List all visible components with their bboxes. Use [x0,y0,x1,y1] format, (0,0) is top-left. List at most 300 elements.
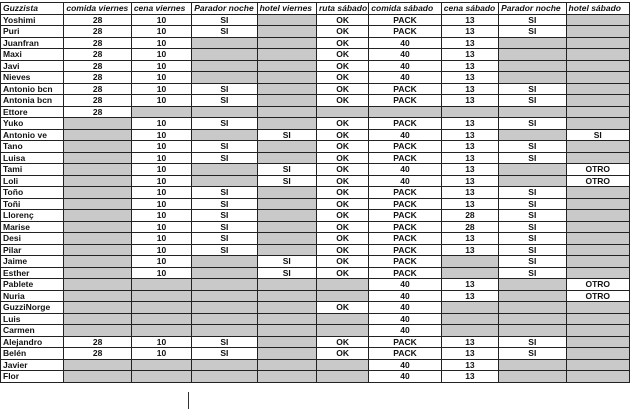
cell-ruta-sabado: OK [316,141,368,153]
cell-comida-viernes [64,359,131,371]
cell-ruta-sabado: OK [316,95,368,107]
cell-cena-sabado: 13 [441,336,498,348]
cell-cena-sabado: 13 [441,60,498,72]
table-row [1,152,630,164]
cell-hotel-sabado: OTRO [566,279,629,291]
cell-hotel-viernes: SI [257,175,316,187]
cell-comida-viernes: 28 [64,348,131,360]
cell-hotel-viernes [257,302,316,314]
cell-name: GuzziNorge [1,302,64,314]
cell-hotel-sabado [566,26,629,38]
cell-cena-viernes: 10 [131,49,191,61]
cell-cena-viernes: 10 [131,37,191,49]
cell-cena-viernes: 10 [131,26,191,38]
cell-hotel-viernes [257,37,316,49]
cell-hotel-viernes: SI [257,267,316,279]
cell-cena-viernes: 10 [131,129,191,141]
cell-cena-viernes: 10 [131,244,191,256]
cell-cena-viernes: 10 [131,187,191,199]
cell-name: Puri [1,26,64,38]
cell-hotel-viernes [257,279,316,291]
cell-cena-sabado [441,325,498,337]
cell-parador-noche-sabado [499,37,566,49]
cell-hotel-sabado [566,141,629,153]
cell-comida-viernes [64,279,131,291]
cell-comida-viernes [64,210,131,222]
cell-hotel-sabado [566,325,629,337]
cell-comida-viernes: 28 [64,26,131,38]
table-row [1,106,630,118]
cell-parador-noche-viernes [192,129,257,141]
cell-cena-viernes: 10 [131,141,191,153]
cell-parador-noche-sabado [499,175,566,187]
table-row [1,371,630,383]
cell-hotel-viernes [257,141,316,153]
cell-parador-noche-viernes: SI [192,233,257,245]
cell-parador-noche-sabado [499,72,566,84]
cell-hotel-viernes [257,371,316,383]
cell-parador-noche-sabado: SI [499,336,566,348]
cell-hotel-viernes [257,83,316,95]
cell-cena-sabado: 13 [441,233,498,245]
cell-hotel-viernes [257,49,316,61]
cell-ruta-sabado: OK [316,26,368,38]
cell-hotel-viernes [257,210,316,222]
cell-cena-viernes: 10 [131,267,191,279]
cell-cena-sabado: 13 [441,83,498,95]
table-row [1,348,630,360]
cell-ruta-sabado [316,371,368,383]
header-parador-noche-sabado: Parador noche [499,3,566,15]
cell-cena-viernes [131,325,191,337]
cell-hotel-sabado [566,60,629,72]
cell-name: Esther [1,267,64,279]
cell-cena-sabado: 13 [441,26,498,38]
cell-name: Carmen [1,325,64,337]
table-row [1,233,630,245]
cell-hotel-sabado [566,359,629,371]
cell-ruta-sabado [316,106,368,118]
cell-parador-noche-sabado: SI [499,210,566,222]
cell-parador-noche-viernes: SI [192,14,257,26]
cell-parador-noche-sabado: SI [499,14,566,26]
cell-cena-viernes: 10 [131,348,191,360]
cell-comida-viernes [64,302,131,314]
cell-cena-sabado: 13 [441,175,498,187]
cell-parador-noche-viernes: SI [192,221,257,233]
cell-name: Tano [1,141,64,153]
cell-cena-sabado: 13 [441,244,498,256]
cell-comida-sabado: PACK [369,26,441,38]
cell-comida-sabado: PACK [369,152,441,164]
cell-name: Yuko [1,118,64,130]
cell-comida-sabado: 40 [369,60,441,72]
cell-comida-sabado: PACK [369,267,441,279]
cell-cena-sabado [441,106,498,118]
cell-comida-sabado: PACK [369,244,441,256]
cell-hotel-viernes [257,72,316,84]
cell-hotel-sabado [566,256,629,268]
cell-cena-viernes: 10 [131,118,191,130]
cell-cena-sabado [441,313,498,325]
table-row [1,267,630,279]
cell-cena-sabado: 13 [441,152,498,164]
table-row [1,302,630,314]
cell-parador-noche-viernes: SI [192,141,257,153]
cell-comida-viernes [64,325,131,337]
cell-hotel-viernes [257,233,316,245]
cell-parador-noche-viernes: SI [192,198,257,210]
cell-ruta-sabado [316,313,368,325]
cell-name: Loli [1,175,64,187]
cell-parador-noche-viernes: SI [192,152,257,164]
cell-ruta-sabado: OK [316,244,368,256]
cell-parador-noche-sabado: SI [499,187,566,199]
cell-ruta-sabado: OK [316,233,368,245]
cell-comida-sabado: 40 [369,325,441,337]
cell-parador-noche-viernes [192,60,257,72]
cell-ruta-sabado: OK [316,152,368,164]
cell-hotel-sabado [566,152,629,164]
table-row [1,221,630,233]
cell-parador-noche-viernes [192,175,257,187]
cell-comida-viernes: 28 [64,106,131,118]
cell-parador-noche-viernes: SI [192,95,257,107]
cell-cena-sabado: 13 [441,14,498,26]
cell-cena-viernes [131,106,191,118]
cell-cena-sabado: 13 [441,348,498,360]
table-row [1,359,630,371]
cell-cena-viernes: 10 [131,198,191,210]
cell-parador-noche-sabado: SI [499,221,566,233]
cell-name: Marise [1,221,64,233]
cell-hotel-viernes [257,198,316,210]
cell-comida-sabado: PACK [369,187,441,199]
cell-comida-viernes [64,290,131,302]
cell-comida-viernes [64,118,131,130]
cell-parador-noche-viernes [192,164,257,176]
cell-cena-viernes: 10 [131,210,191,222]
cell-ruta-sabado [316,290,368,302]
cell-cena-sabado: 13 [441,129,498,141]
cell-parador-noche-sabado: SI [499,256,566,268]
cell-cena-viernes [131,302,191,314]
cell-comida-viernes [64,152,131,164]
table-row [1,37,630,49]
cell-hotel-viernes: SI [257,256,316,268]
cell-parador-noche-viernes [192,290,257,302]
cell-parador-noche-viernes [192,325,257,337]
cell-cena-viernes: 10 [131,95,191,107]
cell-comida-sabado: PACK [369,141,441,153]
cell-parador-noche-sabado [499,106,566,118]
cell-parador-noche-viernes [192,37,257,49]
cell-cena-viernes: 10 [131,60,191,72]
cell-parador-noche-sabado [499,313,566,325]
cell-cena-sabado: 13 [441,371,498,383]
cell-hotel-sabado [566,371,629,383]
cell-hotel-viernes [257,336,316,348]
cell-hotel-viernes [257,118,316,130]
cell-comida-viernes [64,313,131,325]
cell-hotel-sabado [566,348,629,360]
cell-comida-sabado: PACK [369,256,441,268]
cell-parador-noche-sabado: SI [499,233,566,245]
cell-comida-sabado: PACK [369,336,441,348]
cell-hotel-sabado [566,106,629,118]
cell-comida-viernes: 28 [64,83,131,95]
cell-cena-sabado: 13 [441,164,498,176]
cell-parador-noche-sabado [499,49,566,61]
cell-name: Flor [1,371,64,383]
cell-name: Ettore [1,106,64,118]
cell-comida-sabado: PACK [369,210,441,222]
header-hotel-viernes: hotel viernes [257,3,316,15]
table-row [1,336,630,348]
cell-comida-viernes [64,141,131,153]
cell-hotel-sabado [566,267,629,279]
cell-cena-viernes: 10 [131,83,191,95]
cell-comida-sabado: PACK [369,348,441,360]
cell-cena-sabado: 13 [441,37,498,49]
cell-hotel-viernes [257,106,316,118]
cell-hotel-viernes [257,187,316,199]
cell-ruta-sabado: OK [316,267,368,279]
cell-name: Maxi [1,49,64,61]
cell-ruta-sabado: OK [316,164,368,176]
cell-parador-noche-sabado [499,60,566,72]
cell-hotel-sabado [566,95,629,107]
cell-parador-noche-sabado: SI [499,26,566,38]
cell-comida-sabado: 40 [369,37,441,49]
cell-hotel-sabado [566,302,629,314]
cell-hotel-sabado: OTRO [566,290,629,302]
cell-cena-viernes [131,359,191,371]
table-row [1,49,630,61]
cell-ruta-sabado: OK [316,187,368,199]
cell-cena-viernes: 10 [131,336,191,348]
cell-parador-noche-sabado: SI [499,83,566,95]
table-row [1,118,630,130]
cell-parador-noche-viernes [192,302,257,314]
cell-comida-viernes [64,221,131,233]
cell-cena-viernes: 10 [131,164,191,176]
cell-hotel-sabado: OTRO [566,175,629,187]
cell-comida-viernes [64,175,131,187]
cell-parador-noche-viernes: SI [192,348,257,360]
cell-parador-noche-sabado [499,302,566,314]
cell-comida-viernes [64,233,131,245]
cell-hotel-viernes: SI [257,129,316,141]
cell-comida-viernes: 28 [64,72,131,84]
cell-parador-noche-viernes [192,371,257,383]
table-row [1,256,630,268]
table-row [1,14,630,26]
table-row [1,164,630,176]
cell-comida-viernes: 28 [64,60,131,72]
cell-comida-viernes [64,371,131,383]
cell-parador-noche-viernes [192,359,257,371]
table-row [1,244,630,256]
cell-name: Yoshimi [1,14,64,26]
cell-hotel-viernes [257,313,316,325]
cell-cena-viernes: 10 [131,175,191,187]
cell-cena-sabado [441,267,498,279]
header-hotel-sabado: hotel sábado [566,3,629,15]
table-row [1,187,630,199]
cell-comida-sabado: 40 [369,164,441,176]
table-row [1,325,630,337]
cell-cena-sabado: 13 [441,95,498,107]
cell-name: Belén [1,348,64,360]
cell-cena-sabado: 13 [441,279,498,291]
cell-name: Pilar [1,244,64,256]
cell-hotel-sabado [566,198,629,210]
cell-comida-sabado: 40 [369,129,441,141]
cell-hotel-sabado [566,336,629,348]
table-row [1,175,630,187]
cell-comida-sabado: PACK [369,221,441,233]
cell-comida-sabado: PACK [369,95,441,107]
cell-comida-viernes [64,129,131,141]
cell-comida-viernes: 28 [64,37,131,49]
cell-ruta-sabado: OK [316,60,368,72]
header-comida-sabado: comida sábado [369,3,441,15]
cell-ruta-sabado: OK [316,118,368,130]
cell-name: Juanfran [1,37,64,49]
cell-ruta-sabado: OK [316,83,368,95]
cell-parador-noche-viernes [192,106,257,118]
table-row [1,141,630,153]
cell-hotel-viernes [257,221,316,233]
table-body [1,14,630,382]
cell-comida-viernes: 28 [64,95,131,107]
cell-cena-viernes: 10 [131,72,191,84]
cell-hotel-viernes [257,26,316,38]
cell-hotel-viernes [257,290,316,302]
cell-ruta-sabado [316,359,368,371]
cell-hotel-sabado [566,49,629,61]
cell-parador-noche-viernes: SI [192,244,257,256]
table-row [1,290,630,302]
cell-cena-viernes [131,313,191,325]
cell-ruta-sabado: OK [316,129,368,141]
cell-comida-sabado: PACK [369,14,441,26]
cell-cena-viernes: 10 [131,14,191,26]
cell-hotel-sabado [566,313,629,325]
cell-name: Desi [1,233,64,245]
cell-parador-noche-viernes [192,279,257,291]
header-cena-sabado: cena sábado [441,3,498,15]
cell-ruta-sabado [316,279,368,291]
cell-comida-viernes: 28 [64,49,131,61]
cell-cena-sabado [441,302,498,314]
cell-comida-viernes [64,187,131,199]
cell-parador-noche-sabado: SI [499,348,566,360]
table-row [1,60,630,72]
cell-comida-sabado: 40 [369,279,441,291]
header-guzzista: Guzzista [1,3,64,15]
cell-hotel-sabado: OTRO [566,164,629,176]
pen-mark [188,392,189,409]
cell-comida-viernes [64,244,131,256]
cell-cena-viernes: 10 [131,152,191,164]
cell-hotel-sabado [566,221,629,233]
cell-comida-viernes: 28 [64,336,131,348]
table-row [1,83,630,95]
cell-hotel-viernes [257,95,316,107]
attendance-table [0,2,630,383]
table-row [1,198,630,210]
cell-parador-noche-viernes: SI [192,83,257,95]
cell-hotel-sabado [566,83,629,95]
cell-comida-sabado: 40 [369,302,441,314]
cell-comida-viernes [64,267,131,279]
cell-ruta-sabado: OK [316,49,368,61]
cell-name: Antonio ve [1,129,64,141]
cell-parador-noche-sabado: SI [499,152,566,164]
cell-cena-sabado: 28 [441,210,498,222]
cell-name: Jaime [1,256,64,268]
cell-ruta-sabado: OK [316,175,368,187]
table-row [1,129,630,141]
cell-name: Nieves [1,72,64,84]
table-row [1,72,630,84]
cell-name: Nuria [1,290,64,302]
cell-cena-sabado: 13 [441,187,498,199]
cell-name: Antonia bcn [1,95,64,107]
cell-name: Luisa [1,152,64,164]
cell-parador-noche-sabado: SI [499,198,566,210]
cell-hotel-viernes [257,244,316,256]
cell-hotel-viernes [257,348,316,360]
cell-cena-viernes: 10 [131,233,191,245]
table-row [1,95,630,107]
cell-hotel-sabado [566,118,629,130]
cell-parador-noche-sabado [499,129,566,141]
header-parador-noche-viernes: Parador noche [192,3,257,15]
cell-comida-sabado: PACK [369,198,441,210]
cell-comida-sabado: PACK [369,83,441,95]
cell-comida-sabado: 40 [369,359,441,371]
cell-parador-noche-viernes [192,267,257,279]
cell-parador-noche-viernes [192,49,257,61]
cell-comida-sabado: 40 [369,72,441,84]
cell-parador-noche-sabado [499,371,566,383]
cell-comida-viernes [64,198,131,210]
attendance-sheet [0,2,630,383]
cell-ruta-sabado: OK [316,256,368,268]
cell-hotel-sabado [566,72,629,84]
cell-hotel-viernes [257,14,316,26]
cell-parador-noche-sabado [499,359,566,371]
cell-comida-viernes [64,164,131,176]
cell-ruta-sabado: OK [316,221,368,233]
cell-name: Pablete [1,279,64,291]
cell-comida-sabado [369,106,441,118]
table-row [1,279,630,291]
cell-comida-sabado: 40 [369,49,441,61]
cell-parador-noche-viernes: SI [192,210,257,222]
header-cena-viernes: cena viernes [131,3,191,15]
cell-ruta-sabado: OK [316,37,368,49]
cell-name: Toñi [1,198,64,210]
cell-name: Llorenç [1,210,64,222]
cell-ruta-sabado: OK [316,336,368,348]
cell-name: Toño [1,187,64,199]
header-comida-viernes: comida viernes [64,3,131,15]
table-row [1,26,630,38]
